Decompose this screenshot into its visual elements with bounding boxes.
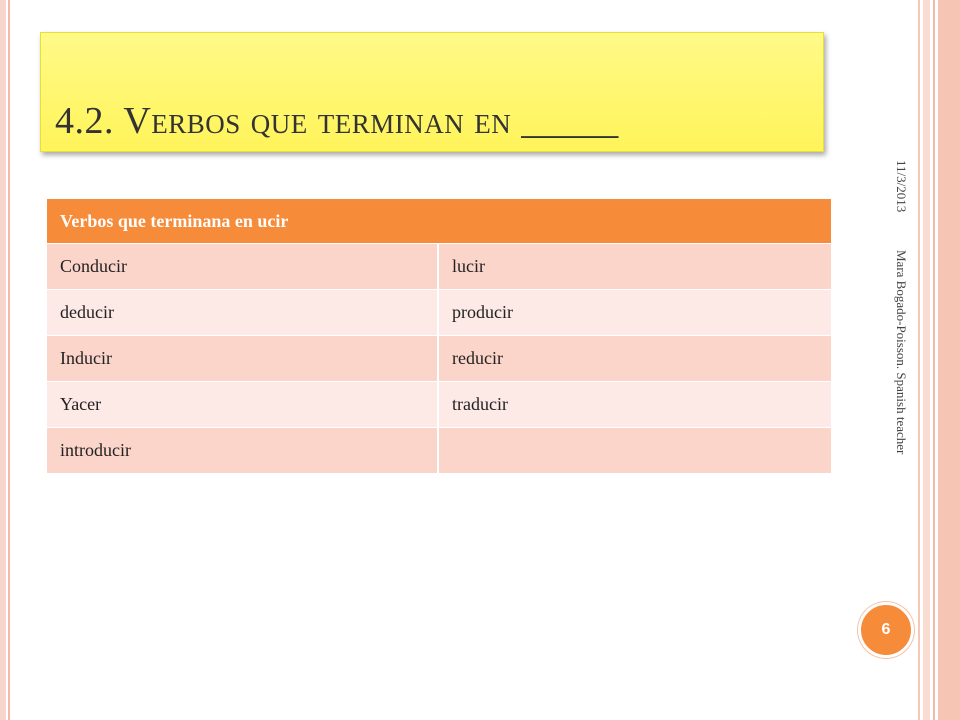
right-decor-line xyxy=(918,0,920,720)
title-blank: _____ xyxy=(521,100,619,142)
title-number: 4.2. xyxy=(55,100,114,142)
table-cell: Yacer xyxy=(47,382,438,428)
slide-author: Mara Bogado-Poisson. Spanish teacher xyxy=(894,250,909,455)
table-row xyxy=(47,428,831,474)
title-first-letter: V xyxy=(123,100,152,142)
right-decor-line-2 xyxy=(933,0,935,720)
table-cell: deducir xyxy=(47,290,438,336)
table-cell: reducir xyxy=(438,336,831,382)
slide-date: 11/3/2013 xyxy=(894,160,909,213)
table-cell xyxy=(438,428,831,474)
table-header-row xyxy=(47,199,831,244)
table-cell: traducir xyxy=(438,382,831,428)
slide-title xyxy=(55,99,619,143)
table-cell: producir xyxy=(438,290,831,336)
table-cell: lucir xyxy=(438,244,831,290)
left-decor-line xyxy=(8,0,10,720)
slide-title-box xyxy=(40,32,824,152)
table-row xyxy=(47,244,831,290)
table-cell: Conducir xyxy=(47,244,438,290)
table-cell: introducir xyxy=(47,428,438,474)
verb-table xyxy=(47,199,831,473)
table-cell: Inducir xyxy=(47,336,438,382)
table-row xyxy=(47,290,831,336)
page-number-badge xyxy=(858,602,914,658)
right-decor-band xyxy=(938,0,960,720)
table-row xyxy=(47,336,831,382)
right-decor-stripe xyxy=(923,0,930,720)
left-decor-stripe xyxy=(0,0,6,720)
table-header: Verbos que terminana en ucir xyxy=(47,199,831,244)
table-row xyxy=(47,382,831,428)
title-rest: erbos que terminan en xyxy=(151,100,512,142)
page-number: 6 xyxy=(881,621,891,638)
